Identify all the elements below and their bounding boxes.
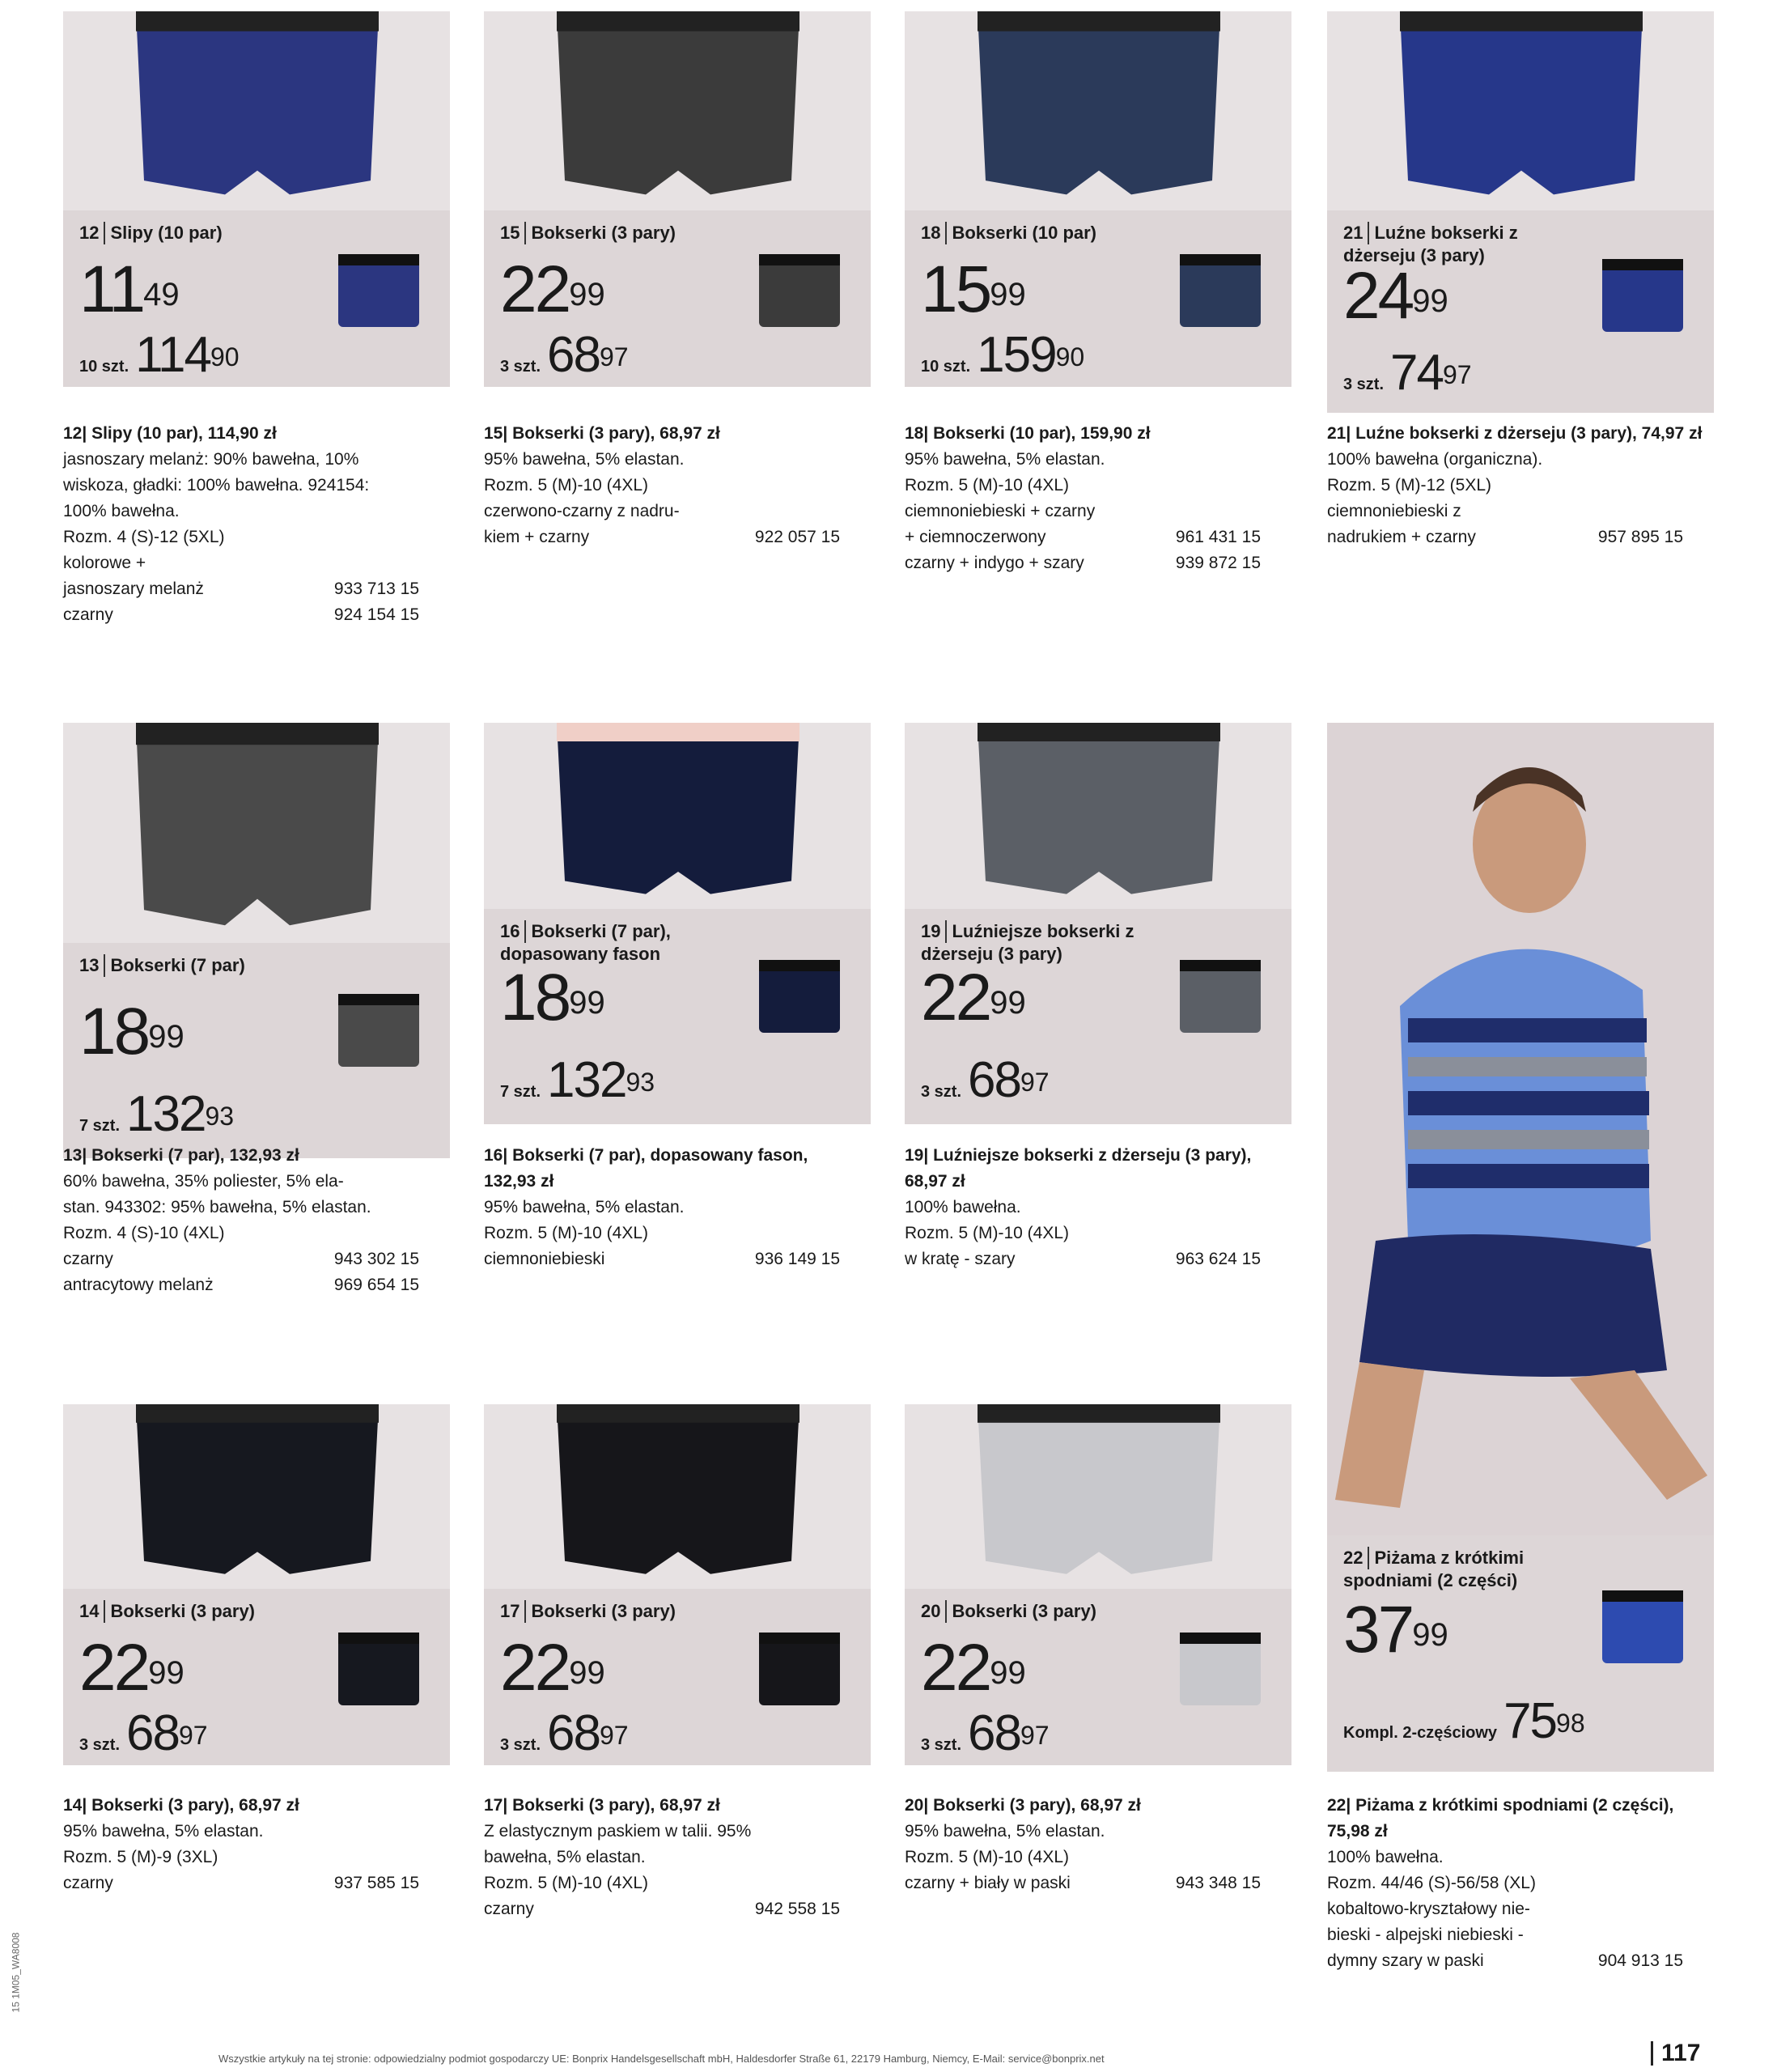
footer-legal: Wszystkie artykuły na tej stronie: odpowiedzialny podmiot gospodarczy UE: Bonprix Handelsgesellschaft mbH, Haldesdorfer Straße 61, 22179 Hamburg, Niemcy, E-Mail: service@bonprix.net xyxy=(218,2053,1105,2065)
variant-code: 936 149 15 xyxy=(754,1250,840,1268)
unit-price xyxy=(500,961,605,1035)
set-price-dec: 97 xyxy=(179,1721,208,1751)
variant-row[interactable] xyxy=(63,1870,419,1896)
page-number: 117 xyxy=(1651,2041,1700,2066)
description-heading: 18| Bokserki (10 par), 159,90 zł xyxy=(905,424,1151,443)
product-number: 12 xyxy=(79,222,105,244)
variant-name: czarny xyxy=(484,1900,534,1918)
unit-price xyxy=(921,1630,1026,1705)
product-title-text: Bokserki (10 par) xyxy=(952,223,1097,243)
product-photo xyxy=(63,723,450,943)
set-price xyxy=(500,1051,655,1117)
unit-price-dec: 99 xyxy=(569,1654,605,1691)
product-photo xyxy=(484,11,871,210)
price-box xyxy=(484,1589,871,1765)
product-description xyxy=(63,1793,443,1896)
product-number: 21 xyxy=(1343,222,1369,244)
product-title-text: Piżama z krótkimi spodniami (2 części) xyxy=(1343,1548,1525,1590)
variant-row[interactable] xyxy=(63,1246,419,1272)
price-box xyxy=(63,943,450,1158)
product-description xyxy=(484,1793,864,1922)
variant-row[interactable] xyxy=(1327,1948,1683,1974)
unit-price-int: 37 xyxy=(1343,1592,1413,1667)
set-price xyxy=(79,327,240,392)
unit-price-dec: 99 xyxy=(990,1654,1026,1691)
variant-name: czarny xyxy=(63,1250,113,1268)
variant-name: nadrukiem + czarny xyxy=(1327,528,1476,546)
set-price xyxy=(921,1705,1050,1770)
description-heading: 19| Luźniejsze bokserki z dżerseju (3 pary), 68,97 zł xyxy=(905,1146,1252,1191)
product-description xyxy=(484,421,864,550)
description-line: 95% bawełna, 5% elastan. xyxy=(905,450,1105,469)
product-number: 22 xyxy=(1343,1547,1369,1569)
product-description xyxy=(63,421,443,628)
pajama-photo xyxy=(1327,723,1714,1535)
description-line: bieski - alpejski niebieski - xyxy=(1327,1926,1524,1944)
description-heading: 12| Slipy (10 par), 114,90 zł xyxy=(63,424,277,443)
description-line: 100% bawełna. xyxy=(905,1198,1021,1216)
set-price-int: 75 xyxy=(1503,1692,1557,1749)
product-number: 19 xyxy=(921,920,947,943)
description-heading-text: Luźne bokserki z dżerseju (3 pary), 74,97 zł xyxy=(1355,424,1703,443)
product-photo xyxy=(905,11,1291,210)
set-qty: 10 szt. xyxy=(79,358,129,376)
set-price-dec: 93 xyxy=(205,1101,235,1131)
variant-row[interactable] xyxy=(63,550,419,576)
variant-row[interactable] xyxy=(484,1896,840,1922)
set-price xyxy=(921,327,1085,392)
unit-price xyxy=(500,252,605,326)
description-heading: 21| Luźne bokserki z dżerseju (3 pary), 74,97 zł xyxy=(1327,424,1703,443)
product-title-text: Luźne bokserki z dżerseju (3 pary) xyxy=(1343,223,1518,265)
product-title xyxy=(1343,1547,1586,1592)
product-description xyxy=(905,1793,1285,1896)
unit-price-int: 22 xyxy=(921,961,990,1035)
description-heading-text: Slipy (10 par), 114,90 zł xyxy=(91,424,277,443)
variant-code: 937 585 15 xyxy=(333,1874,419,1892)
description-heading-text: Bokserki (3 pary), 68,97 zł xyxy=(933,1796,1141,1815)
unit-price-int: 22 xyxy=(79,1630,149,1705)
price-box xyxy=(63,210,450,387)
unit-price-int: 22 xyxy=(921,1630,990,1705)
set-price-dec: 97 xyxy=(1443,360,1472,389)
description-heading: 20| Bokserki (3 pary), 68,97 zł xyxy=(905,1796,1141,1815)
description-line: kobaltowo-kryształowy nie- xyxy=(1327,1900,1530,1918)
variant-name: czarny xyxy=(63,1874,113,1892)
description-heading-text: Bokserki (7 par), dopasowany fason, 132,93 zł xyxy=(484,1146,808,1191)
product-photo xyxy=(484,1404,871,1589)
unit-price xyxy=(500,1630,605,1705)
unit-price-int: 15 xyxy=(921,252,990,326)
unit-price xyxy=(79,995,184,1069)
description-number: 17 xyxy=(484,1796,503,1815)
variant-code: 939 872 15 xyxy=(1175,554,1261,572)
product-description xyxy=(63,1143,443,1298)
variant-code: 963 624 15 xyxy=(1175,1250,1261,1268)
product-title-text: Luźniejsze bokserki z dżerseju (3 pary) xyxy=(921,921,1134,964)
set-qty: 7 szt. xyxy=(79,1116,121,1135)
description-line: Rozm. 5 (M)-10 (4XL) xyxy=(484,1874,649,1892)
pack-thumbnail xyxy=(1172,1624,1269,1722)
unit-price-dec: 99 xyxy=(1412,1616,1448,1653)
variant-name: czarny xyxy=(63,605,113,624)
variant-code: 961 431 15 xyxy=(1175,528,1261,546)
description-line: Z elastycznym paskiem w talii. 95% xyxy=(484,1822,752,1841)
unit-price xyxy=(921,961,1026,1035)
description-heading-text: Bokserki (7 par), 132,93 zł xyxy=(91,1146,299,1165)
variant-row[interactable] xyxy=(1327,524,1683,550)
product-photo xyxy=(63,1404,450,1589)
price-box xyxy=(1327,210,1714,413)
description-heading: 13| Bokserki (7 par), 132,93 zł xyxy=(63,1146,299,1165)
set-price-int: 74 xyxy=(1390,345,1443,401)
unit-price-int: 18 xyxy=(79,995,149,1069)
variant-name: kiem + czarny xyxy=(484,528,590,546)
price-box xyxy=(905,1589,1291,1765)
description-number: 19 xyxy=(905,1146,924,1165)
set-price xyxy=(500,1705,629,1770)
unit-price-dec: 99 xyxy=(148,1019,184,1055)
pack-thumbnail xyxy=(1594,1582,1691,1679)
unit-price xyxy=(1343,259,1448,333)
price-box xyxy=(63,1589,450,1765)
description-line: 95% bawełna, 5% elastan. xyxy=(905,1822,1105,1841)
description-line: Rozm. 5 (M)-10 (4XL) xyxy=(905,1224,1070,1242)
product-title xyxy=(79,222,322,244)
product-title xyxy=(500,222,743,244)
description-line: Rozm. 5 (M)-10 (4XL) xyxy=(905,1848,1070,1866)
set-price-int: 114 xyxy=(135,327,210,384)
product-title-text: Bokserki (3 pary) xyxy=(952,1601,1097,1621)
description-line: ciemnoniebieski z xyxy=(1327,502,1461,520)
set-price-dec: 93 xyxy=(626,1067,655,1097)
description-heading: 17| Bokserki (3 pary), 68,97 zł xyxy=(484,1796,720,1815)
set-price xyxy=(1343,1692,1585,1758)
variant-code: 969 654 15 xyxy=(333,1276,419,1294)
unit-price-dec: 99 xyxy=(569,985,605,1021)
description-heading-text: Bokserki (3 pary), 68,97 zł xyxy=(512,424,720,443)
variant-row[interactable] xyxy=(63,1272,419,1298)
unit-price-int: 24 xyxy=(1343,259,1413,333)
unit-price xyxy=(1343,1592,1448,1667)
set-price xyxy=(921,1051,1050,1117)
set-qty: 3 szt. xyxy=(500,358,541,376)
description-number: 16 xyxy=(484,1146,503,1165)
description-line: stan. 943302: 95% bawełna, 5% elastan. xyxy=(63,1198,371,1216)
product-title xyxy=(921,222,1164,244)
unit-price xyxy=(79,1630,184,1705)
variant-row[interactable] xyxy=(484,1246,840,1272)
pack-thumbnail xyxy=(751,246,848,343)
price-box xyxy=(1327,1535,1714,1772)
unit-price-int: 22 xyxy=(500,1630,570,1705)
variant-code: 943 348 15 xyxy=(1175,1874,1261,1892)
pack-thumbnail xyxy=(1172,246,1269,343)
pack-thumbnail xyxy=(1594,251,1691,348)
description-line: Rozm. 4 (S)-12 (5XL) xyxy=(63,528,225,546)
set-qty: 3 szt. xyxy=(79,1736,121,1755)
set-price-dec: 90 xyxy=(1055,342,1085,372)
set-qty: 3 szt. xyxy=(921,1736,962,1755)
product-title-text: Bokserki (3 pary) xyxy=(110,1601,256,1621)
set-price-dec: 97 xyxy=(1020,1067,1050,1097)
description-line: Rozm. 5 (M)-10 (4XL) xyxy=(484,476,649,495)
product-photo xyxy=(1327,11,1714,210)
set-qty: 3 szt. xyxy=(1343,376,1385,393)
description-heading: 16| Bokserki (7 par), dopasowany fason, 132,93 zł xyxy=(484,1146,808,1191)
product-description xyxy=(1327,1793,1707,1974)
set-price-int: 132 xyxy=(126,1085,206,1142)
product-title-text: Bokserki (3 pary) xyxy=(531,223,676,243)
description-line: 95% bawełna, 5% elastan. xyxy=(63,1822,264,1841)
description-line: jasnoszary melanż: 90% bawełna, 10% xyxy=(63,450,359,469)
description-line: 95% bawełna, 5% elastan. xyxy=(484,1198,685,1216)
product-title xyxy=(79,954,322,977)
variant-row[interactable] xyxy=(63,602,419,628)
unit-price-int: 22 xyxy=(500,252,570,326)
description-line: Rozm. 5 (M)-10 (4XL) xyxy=(484,1224,649,1242)
product-number: 17 xyxy=(500,1600,526,1623)
description-number: 21 xyxy=(1327,424,1347,443)
pack-thumbnail xyxy=(330,1624,427,1722)
product-number: 20 xyxy=(921,1600,947,1623)
product-description xyxy=(905,1143,1285,1272)
variant-row[interactable] xyxy=(905,1870,1261,1896)
pack-thumbnail xyxy=(751,952,848,1049)
description-heading-text: Piżama z krótkimi spodniami (2 części), 75,98 zł xyxy=(1327,1796,1674,1841)
variant-code: 924 154 15 xyxy=(333,605,419,624)
product-title-text: Slipy (10 par) xyxy=(110,223,223,243)
variant-name: w kratę - szary xyxy=(905,1250,1016,1268)
set-price-int: 68 xyxy=(968,1051,1020,1108)
set-price-dec: 97 xyxy=(1020,1721,1050,1751)
description-number: 20 xyxy=(905,1796,924,1815)
set-price-int: 159 xyxy=(977,327,1056,384)
product-title xyxy=(500,1600,743,1623)
variant-name: + ciemnoczerwony xyxy=(905,528,1046,546)
description-heading-text: Bokserki (10 par), 159,90 zł xyxy=(933,424,1151,443)
description-line: Rozm. 5 (M)-12 (5XL) xyxy=(1327,476,1492,495)
set-qty: 3 szt. xyxy=(500,1736,541,1755)
variant-code: 957 895 15 xyxy=(1597,528,1683,546)
pack-thumbnail xyxy=(751,1624,848,1722)
product-number: 15 xyxy=(500,222,526,244)
set-qty: 3 szt. xyxy=(921,1082,962,1101)
unit-price-dec: 99 xyxy=(990,985,1026,1021)
product-description xyxy=(905,421,1285,576)
pack-thumbnail xyxy=(1172,952,1269,1049)
description-line: bawełna, 5% elastan. xyxy=(484,1848,646,1866)
set-price-dec: 97 xyxy=(600,342,629,372)
set-price-int: 68 xyxy=(968,1705,1020,1762)
variant-row[interactable] xyxy=(905,524,1261,550)
variant-row[interactable] xyxy=(63,576,419,602)
price-box xyxy=(484,909,871,1124)
unit-price-int: 11 xyxy=(79,252,144,326)
description-heading: 14| Bokserki (3 pary), 68,97 zł xyxy=(63,1796,299,1815)
product-description xyxy=(1327,421,1707,550)
variant-name: ciemnoniebieski xyxy=(484,1250,605,1268)
description-number: 15 xyxy=(484,424,503,443)
variant-code: 943 302 15 xyxy=(333,1250,419,1268)
product-title xyxy=(921,920,1164,966)
description-heading: 22| Piżama z krótkimi spodniami (2 części), 75,98 zł xyxy=(1327,1796,1674,1841)
price-box xyxy=(905,210,1291,387)
product-photo xyxy=(484,723,871,909)
description-line: Rozm. 5 (M)-10 (4XL) xyxy=(905,476,1070,495)
pack-thumbnail xyxy=(330,246,427,343)
set-price-int: 68 xyxy=(547,1705,600,1762)
product-number: 16 xyxy=(500,920,526,943)
variant-code: 922 057 15 xyxy=(754,528,840,546)
set-price-dec: 97 xyxy=(600,1721,629,1751)
description-line: Rozm. 4 (S)-10 (4XL) xyxy=(63,1224,225,1242)
variant-name: czarny + biały w paski xyxy=(905,1874,1071,1892)
set-price xyxy=(79,1705,208,1770)
unit-price-dec: 99 xyxy=(148,1654,184,1691)
set-price-dec: 98 xyxy=(1556,1708,1585,1738)
variant-code: 904 913 15 xyxy=(1597,1951,1683,1970)
variant-row[interactable] xyxy=(905,1246,1261,1272)
variant-name: czarny + indygo + szary xyxy=(905,554,1084,572)
description-number: 18 xyxy=(905,424,924,443)
variant-name: antracytowy melanż xyxy=(63,1276,214,1294)
set-qty: 10 szt. xyxy=(921,358,971,376)
description-line: 100% bawełna. xyxy=(1327,1848,1444,1866)
description-number: 14 xyxy=(63,1796,83,1815)
variant-row[interactable] xyxy=(905,550,1261,576)
product-photo xyxy=(905,723,1291,909)
description-heading: 15| Bokserki (3 pary), 68,97 zł xyxy=(484,424,720,443)
set-price-int: 68 xyxy=(547,327,600,384)
variant-row[interactable] xyxy=(484,524,840,550)
product-photo xyxy=(905,1404,1291,1589)
set-price xyxy=(500,327,629,392)
set-price-int: 132 xyxy=(547,1051,626,1108)
description-line: ciemnoniebieski + czarny xyxy=(905,502,1096,520)
product-title-text: Bokserki (7 par) xyxy=(110,955,245,975)
description-number: 13 xyxy=(63,1146,83,1165)
set-price xyxy=(1343,345,1472,410)
description-line: 95% bawełna, 5% elastan. xyxy=(484,450,685,469)
unit-price xyxy=(79,252,180,326)
description-heading-text: Bokserki (3 pary), 68,97 zł xyxy=(91,1796,299,1815)
set-qty: 7 szt. xyxy=(500,1082,541,1101)
side-code: 15 1M05_WA8008 xyxy=(10,1932,22,2013)
description-line: wiskoza, gładki: 100% bawełna. 924154: xyxy=(63,476,370,495)
pack-thumbnail xyxy=(330,986,427,1083)
product-photo xyxy=(63,11,450,210)
description-number: 22 xyxy=(1327,1796,1347,1815)
description-heading-text: Bokserki (3 pary), 68,97 zł xyxy=(512,1796,720,1815)
description-line: czerwono-czarny z nadru- xyxy=(484,502,680,520)
unit-price-dec: 99 xyxy=(990,276,1026,312)
unit-price-dec: 99 xyxy=(1412,283,1448,319)
product-number: 13 xyxy=(79,954,105,977)
product-title-text: Bokserki (3 pary) xyxy=(531,1601,676,1621)
description-line: 60% bawełna, 35% poliester, 5% ela- xyxy=(63,1172,344,1191)
product-description xyxy=(484,1143,864,1272)
variant-name: jasnoszary melanż xyxy=(63,580,204,598)
product-title xyxy=(500,920,743,966)
variant-name: dymny szary w paski xyxy=(1327,1951,1484,1970)
unit-price-dec: 99 xyxy=(569,276,605,312)
description-line: Rozm. 44/46 (S)-56/58 (XL) xyxy=(1327,1874,1536,1892)
unit-price-int: 18 xyxy=(500,961,570,1035)
variant-name: kolorowe + xyxy=(63,554,146,572)
set-price xyxy=(79,1085,235,1151)
product-number: 14 xyxy=(79,1600,105,1623)
description-line: Rozm. 5 (M)-9 (3XL) xyxy=(63,1848,218,1866)
set-price-int: 68 xyxy=(126,1705,179,1762)
product-number: 18 xyxy=(921,222,947,244)
variant-code: 933 713 15 xyxy=(333,580,419,598)
unit-price-dec: 49 xyxy=(143,276,180,312)
price-box xyxy=(484,210,871,387)
variant-code: 942 558 15 xyxy=(754,1900,840,1918)
description-line: 100% bawełna. xyxy=(63,502,180,520)
product-title xyxy=(921,1600,1164,1623)
set-price-dec: 90 xyxy=(210,342,240,372)
description-heading-text: Luźniejsze bokserki z dżerseju (3 pary), 68,97 zł xyxy=(905,1146,1252,1191)
description-number: 12 xyxy=(63,424,83,443)
price-box xyxy=(905,909,1291,1124)
set-qty: Kompl. 2-częściowy xyxy=(1343,1723,1498,1742)
description-line: 100% bawełna (organiczna). xyxy=(1327,450,1543,469)
product-title-text: Bokserki (7 par), dopasowany fason xyxy=(500,921,671,964)
unit-price xyxy=(921,252,1026,326)
product-title xyxy=(79,1600,322,1623)
